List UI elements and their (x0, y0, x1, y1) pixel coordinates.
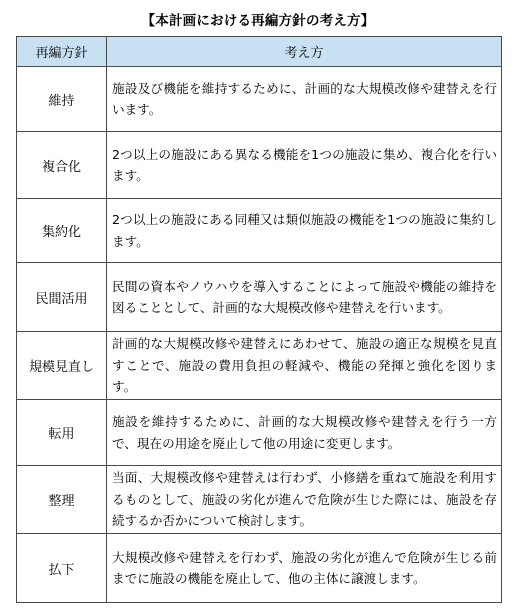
description-cell: 施設を維持するために、計画的な大規模改修や建替えを行う一方で、現在の用途を廃止して他の用途に変更します。 (107, 400, 502, 466)
table-row (17, 534, 502, 603)
policy-cell: 民間活用 (17, 263, 107, 332)
policy-cell: 集約化 (17, 199, 107, 263)
description-cell: 計画的な大規模改修や建替えにあわせて、施設の適正な規模を見直すことで、施設の費用負担の軽減や、機能の発揮と強化を図ります。 (107, 332, 502, 400)
policy-cell: 維持 (17, 67, 107, 132)
description-cell: 施設及び機能を維持するために、計画的な大規模改修や建替えを行います。 (107, 67, 502, 132)
table-row (17, 67, 502, 132)
description-cell: 民間の資本やノウハウを導入することによって施設や機能の維持を図ることとして、計画的な大規模改修や建替えを行います。 (107, 263, 502, 332)
table-row (17, 400, 502, 466)
description-cell: 当面、大規模改修や建替えは行わず、小修繕を重ねて施設を利用するものとして、施設の劣化が進んで危険が生じた際には、施設を存続するか否かについて検討します。 (107, 466, 502, 534)
column-header-approach: 考え方 (107, 37, 502, 67)
table-row (17, 199, 502, 263)
description-cell: 大規模改修や建替えを行わず、施設の劣化が進んで危険が生じる前までに施設の機能を廃止して、他の主体に譲渡します。 (107, 534, 502, 603)
policy-cell: 転用 (17, 400, 107, 466)
policy-cell: 整理 (17, 466, 107, 534)
policy-cell: 複合化 (17, 132, 107, 199)
table-row (17, 263, 502, 332)
table-header-row (17, 37, 502, 67)
policy-table (16, 36, 502, 603)
table-row (17, 466, 502, 534)
description-cell: 2つ以上の施設にある異なる機能を1つの施設に集め、複合化を行います。 (107, 132, 502, 199)
table-row (17, 332, 502, 400)
policy-cell: 規模見直し (17, 332, 107, 400)
description-cell: 2つ以上の施設にある同種又は類似施設の機能を1つの施設に集約します。 (107, 199, 502, 263)
policy-cell: 払下 (17, 534, 107, 603)
column-header-policy: 再編方針 (17, 37, 107, 67)
table-row (17, 132, 502, 199)
page-title: 【本計画における再編方針の考え方】 (141, 13, 375, 29)
